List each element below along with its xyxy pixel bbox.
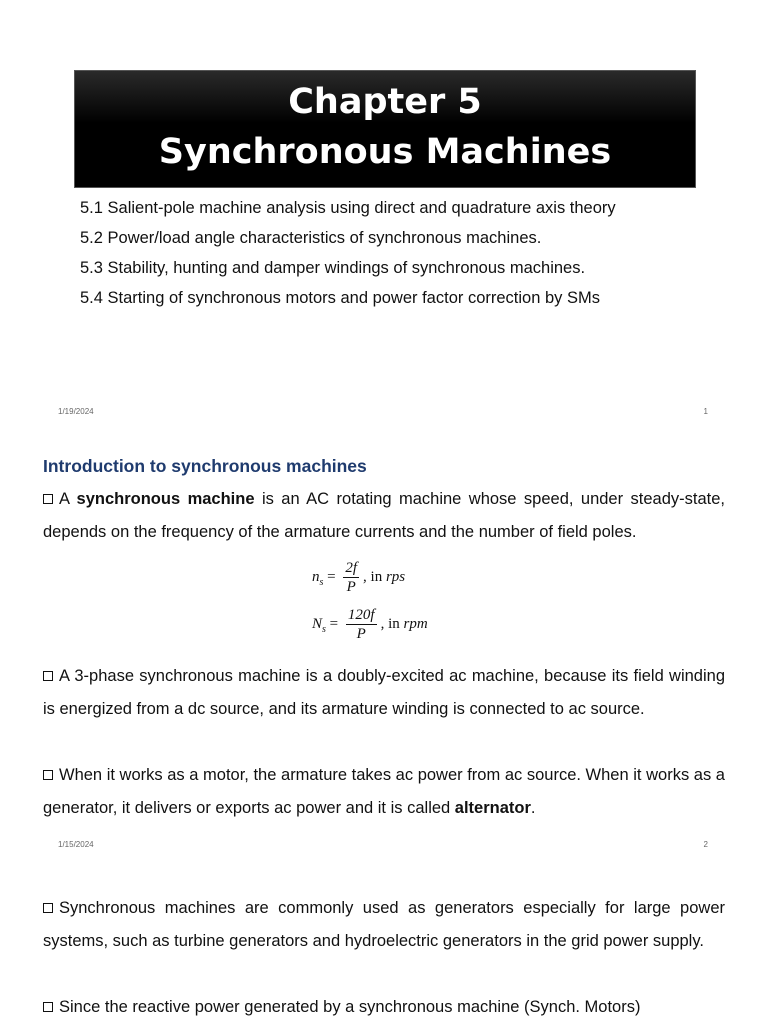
bold-term: synchronous machine [76,490,255,508]
footer-date: 1/19/2024 [58,407,94,416]
checkbox-bullet-icon [43,903,53,913]
bullet-text: is an AC rotating machine whose speed, under steady-state, depends on the frequency of the armature currents and the number of field poles. [43,490,725,541]
checkbox-bullet-icon [43,671,53,681]
fraction-denominator: P [356,626,366,642]
equation-symbol: n [312,568,320,585]
toc-item: 5.4 Starting of synchronous motors and power factor correction by SMs [80,289,600,307]
fraction-numerator: 2f [345,560,358,576]
bullet-text: A 3-phase synchronous machine is a doubly-excited ac machine, because its field winding is energized from a dc source, and its armature winding is connected to ac source. [43,667,725,718]
checkbox-bullet-icon [43,770,53,780]
section-heading: Introduction to synchronous machines [43,456,367,476]
bold-term: alternator [454,799,531,817]
bullet-generators-usage [43,892,725,958]
chapter-title-banner [74,70,696,188]
fraction-numerator: 120f [347,607,375,623]
footer-page-number: 1 [703,407,708,416]
toc-item: 5.2 Power/load angle characteristics of synchronous machines. [80,229,542,247]
bullet-reactive-power [43,991,725,1024]
chapter-number: Chapter 5 [288,82,482,122]
equation-unit: rpm [403,615,428,632]
table-of-contents [80,193,720,313]
fraction-denominator: P [346,579,356,595]
fraction [346,606,377,643]
bullet-motor-generator [43,759,725,825]
slide-1 [0,0,768,432]
fraction [343,559,359,596]
bullet-text: When it works as a motor, the armature takes ac power from ac source. When it works as a generator, it delivers or exports ac power and it is called [43,766,725,817]
equation-rps: $n_s$ = $\frac{2f}{P}$ , in rps [312,560,406,595]
equation-subscript: s [322,623,326,635]
equation-text: , in [380,615,404,632]
equation-rpm: $N_s$ = $\frac{120f}{P}$ , in rpm [312,607,428,642]
bullet-text: A [59,490,77,508]
slide-2 [0,432,768,864]
footer-date: 1/15/2024 [58,840,94,849]
bullet-synchronous-machine-definition [43,483,725,549]
footer-page-number: 2 [703,840,708,849]
bullet-doubly-excited [43,660,725,726]
toc-item: 5.3 Stability, hunting and damper windings of synchronous machines. [80,259,586,277]
equation-unit: rps [385,568,406,585]
bullet-text: Since the reactive power generated by a synchronous machine (Synch. Motors) [59,998,641,1016]
equation-subscript: s [319,576,324,588]
toc-item: 5.1 Salient-pole machine analysis using direct and quadrature axis theory [80,199,616,217]
slide-3 [0,864,768,1024]
equation-text: , in [363,568,386,585]
equation-symbol: N [312,615,323,632]
checkbox-bullet-icon [43,1002,53,1012]
checkbox-bullet-icon [43,494,53,504]
bullet-text: . [530,799,536,817]
bullet-text: Synchronous machines are commonly used as generators especially for large power systems, such as turbine generators and hydroelectric generators in the grid power supply. [43,899,725,950]
chapter-title: Synchronous Machines [158,132,612,172]
